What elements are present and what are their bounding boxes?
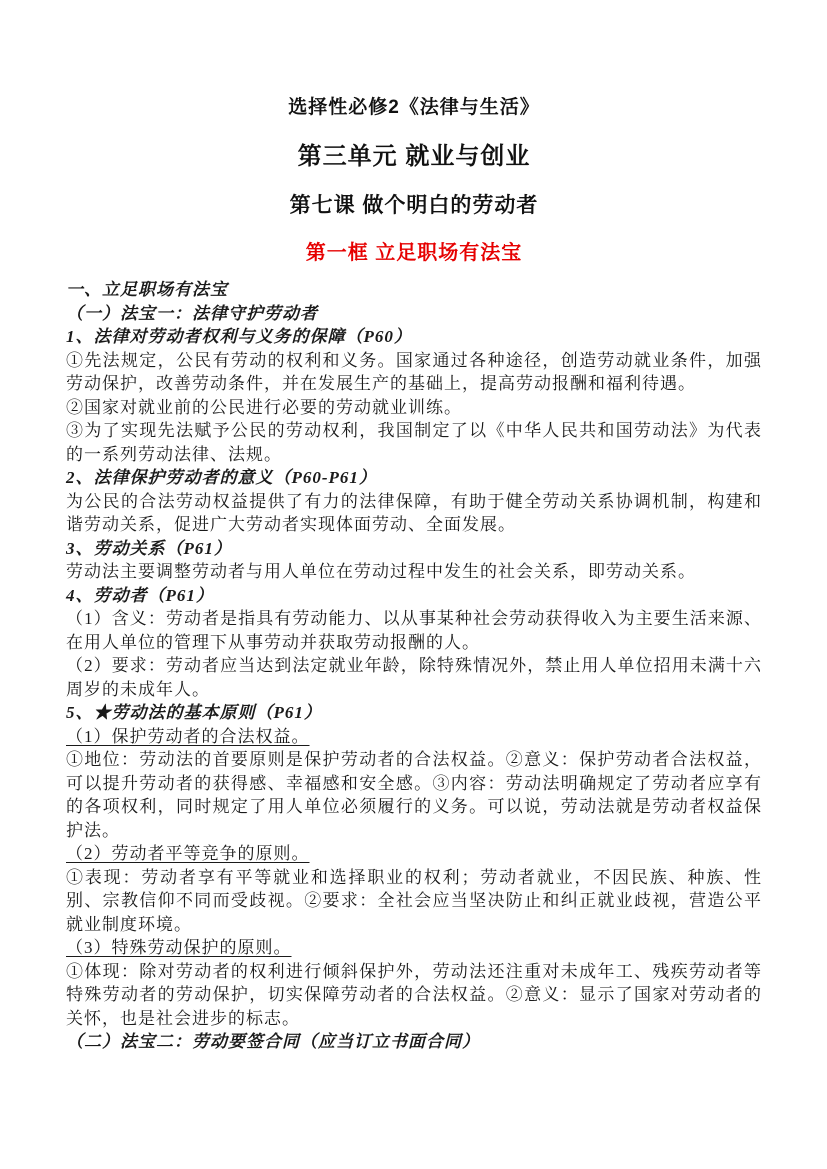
underlined-subheading: （1）保护劳动者的合法权益。	[66, 726, 310, 746]
document-body	[66, 278, 762, 1054]
lesson-title: 第七课 做个明白的劳动者	[289, 194, 539, 217]
course-title: 选择性必修2《法律与生活》	[288, 97, 540, 118]
paragraph: ①体现：除对劳动者的权利进行倾斜保护外，劳动法还注重对未成年工、残疾劳动者等特殊劳动者的劳动保护，切实保障劳动者的合法权益。②意义：显示了国家对劳动者的关怀，也是社会进步的标志。	[66, 961, 762, 1028]
paragraph: 劳动法主要调整劳动者与用人单位在劳动过程中发生的社会关系，即劳动关系。	[66, 562, 696, 581]
paragraph: ①地位：劳动法的首要原则是保护劳动者的合法权益。②意义：保护劳动者合法权益，可以提升劳动者的获得感、幸福感和安全感。③内容：劳动法明确规定了劳动者应享有的各项权利，同时规定了用人单位必须履行的义务。可以说，劳动法就是劳动者权益保护法。	[66, 750, 762, 840]
frame-title: 第一框 立足职场有法宝	[305, 242, 523, 264]
section-heading: 1、法律对劳动者权利与义务的保障（P60）	[66, 327, 412, 346]
paragraph: ①先法规定，公民有劳动的权利和义务。国家通过各种途径，创造劳动就业条件，加强劳动保护，改善劳动条件，并在发展生产的基础上，提高劳动报酬和福利待遇。	[66, 350, 762, 393]
unit-title: 第三单元 就业与创业	[297, 143, 531, 170]
underlined-subheading: （2）劳动者平等竞争的原则。	[66, 844, 310, 863]
paragraph: （1）含义：劳动者是指具有劳动能力、以从事某种社会劳动获得收入为主要生活来源、在用人单位的管理下从事劳动并获取劳动报酬的人。	[66, 609, 762, 652]
paragraph: ③为了实现先法赋予公民的劳动权利，我国制定了以《中华人民共和国劳动法》为代表的一系列劳动法律、法规。	[66, 421, 762, 464]
section-heading: 2、法律保护劳动者的意义（P60-P61）	[66, 468, 377, 487]
section-heading: 4、劳动者（P61）	[66, 585, 214, 605]
section-heading: （二）法宝二：劳动要签合同（应当订立书面合同）	[66, 1032, 480, 1051]
section-heading: （一）法宝一：法律守护劳动者	[66, 303, 318, 323]
section-heading: 一、立足职场有法宝	[66, 280, 228, 299]
underlined-subheading: （3）特殊劳动保护的原则。	[66, 938, 292, 957]
paragraph: 为公民的合法劳动权益提供了有力的法律保障，有助于健全劳动关系协调机制，构建和谐劳动关系，促进广大劳动者实现体面劳动、全面发展。	[66, 491, 762, 534]
section-heading: 3、劳动关系（P61）	[66, 538, 232, 558]
paragraph: ①表现：劳动者享有平等就业和选择职业的权利；劳动者就业，不因民族、种族、性别、宗教信仰不同而受歧视。②要求：全社会应当坚决防止和纠正就业歧视，营造公平就业制度环境。	[66, 867, 762, 934]
paragraph: （2）要求：劳动者应当达到法定就业年龄，除特殊情况外，禁止用人单位招用未满十六周岁的未成年人。	[66, 656, 762, 699]
section-heading: 5、★劳动法的基本原则（P61）	[66, 703, 322, 722]
paragraph: ②国家对就业前的公民进行必要的劳动就业训练。	[66, 397, 462, 417]
